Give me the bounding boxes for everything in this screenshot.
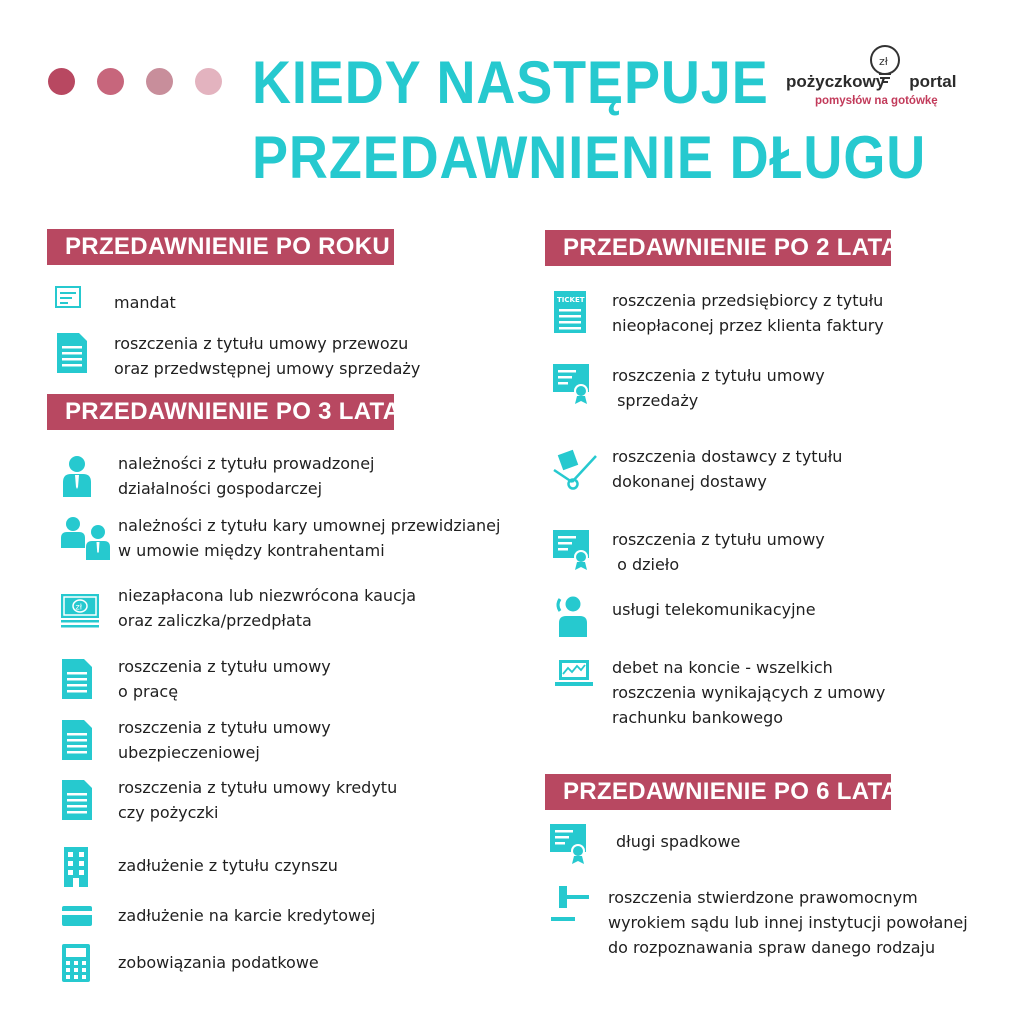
section-header-two-years: PRZEDAWNIENIE PO 2 LATACH [545, 230, 891, 266]
laptop-chart-icon [555, 660, 593, 688]
document-icon [62, 780, 92, 820]
list-item-text: usługi telekomunikacyjne [612, 600, 816, 619]
list-item-text: zobowiązania podatkowe [118, 953, 319, 972]
svg-text:zł: zł [879, 55, 888, 68]
list-item-text: długi spadkowe [616, 832, 741, 851]
list-item-text: roszczenia z tytułu umowy przewozu oraz przedwstępnej umowy sprzedaży [114, 334, 421, 378]
document-icon [62, 659, 92, 699]
list-item-text: roszczenia z tytułu umowy ubezpieczeniowej [118, 718, 331, 762]
certificate-icon [553, 364, 593, 404]
list-item-text: roszczenia z tytułu umowy kredytu czy pożyczki [118, 778, 398, 822]
list-item-text: roszczenia z tytułu umowy sprzedaży [612, 366, 825, 410]
invoice-ticket-icon [554, 291, 586, 333]
decor-dot-1 [48, 68, 75, 95]
decor-dot-4 [195, 68, 222, 95]
list-item-text: roszczenia z tytułu umowy o dzieło [612, 530, 825, 574]
decor-dot-2 [97, 68, 124, 95]
list-item-text: roszczenia z tytułu umowy o pracę [118, 657, 331, 701]
list-item-text: roszczenia dostawcy z tytułu dokonanej dostawy [612, 447, 843, 491]
list-item-text: roszczenia przedsiębiorcy z tytułu nieopłaconej przez klienta faktury [612, 291, 884, 335]
list-item-text: mandat [114, 293, 176, 312]
hand-truck-icon [552, 448, 600, 490]
logo-tagline: pomysłów na gotówkę [815, 95, 938, 107]
list-item-text: niezapłacona lub niezwrócona kaucja oraz zaliczka/przedpłata [118, 586, 417, 630]
page-title-line-2: PRZEDAWNIENIE DŁUGU [252, 124, 927, 191]
list-item-text: roszczenia stwierdzone prawomocnym wyrokiem sądu lub innej instytucji powołanej do rozpoznawania spraw danego rodzaju [608, 888, 968, 957]
document-icon [62, 720, 92, 760]
calculator-icon [62, 944, 90, 982]
building-icon [64, 847, 88, 887]
section-header-six-years: PRZEDAWNIENIE PO 6 LATACH [545, 774, 891, 810]
certificate-icon [550, 824, 590, 864]
list-item-text: zadłużenie na karcie kredytowej [118, 906, 376, 925]
document-icon [57, 333, 87, 373]
svg-text:zł: zł [75, 602, 82, 612]
logo-wordmark: pożyczkowy portal [786, 72, 957, 91]
businessman-icon [62, 455, 92, 497]
list-item-text: zadłużenie z tytułu czynszu [118, 856, 338, 875]
ticket-icon [55, 286, 81, 308]
gavel-icon [551, 886, 591, 926]
two-people-icon [60, 516, 110, 560]
credit-card-icon [62, 906, 92, 926]
section-header-one-year: PRZEDAWNIENIE PO ROKU [47, 229, 394, 265]
decor-dot-3 [146, 68, 173, 95]
svg-text:TICKET: TICKET [557, 296, 585, 304]
section-header-three-years: PRZEDAWNIENIE PO 3 LATACH [47, 394, 394, 430]
phone-person-icon [556, 595, 588, 637]
list-item-text: należności z tytułu prowadzonej działalności gospodarczej [118, 454, 375, 498]
banknote-icon [61, 590, 99, 628]
page-title-line-1: KIEDY NASTĘPUJE [252, 49, 769, 116]
certificate-icon [553, 530, 593, 570]
list-item-text: debet na koncie - wszelkich roszczenia wynikających z umowy rachunku bankowego [612, 658, 886, 727]
list-item-text: należności z tytułu kary umownej przewidzianej w umowie między kontrahentami [118, 516, 501, 560]
